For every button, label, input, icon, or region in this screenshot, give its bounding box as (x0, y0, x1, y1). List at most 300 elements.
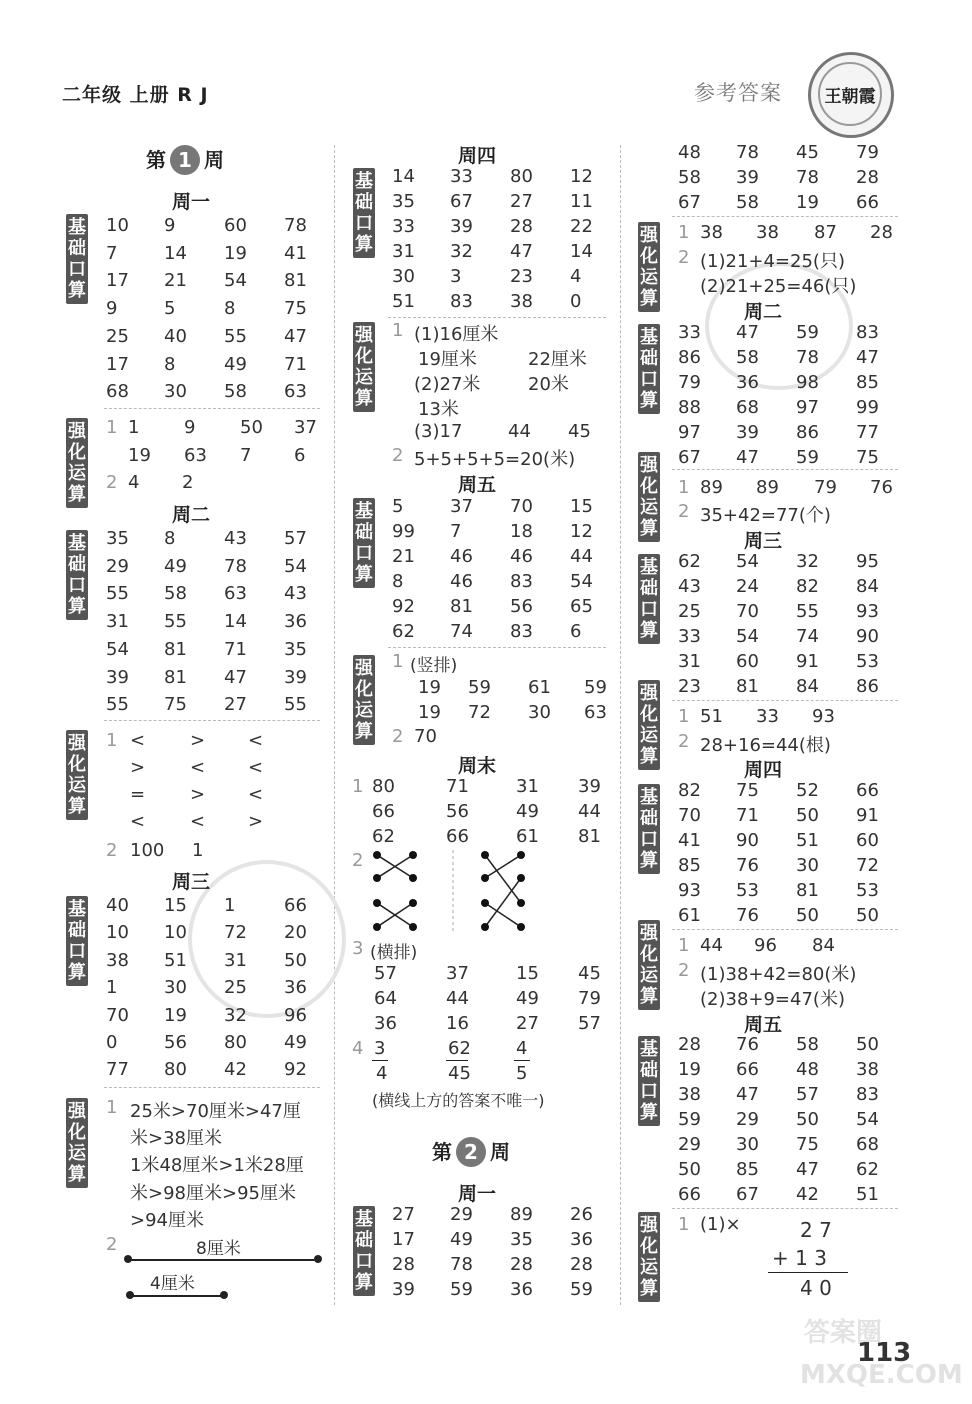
answer-cell: 39 (578, 776, 601, 797)
day-title-wed: 周三 (172, 871, 211, 893)
answer-cell: 80 (164, 1059, 187, 1081)
answer-cell: 27 (392, 1204, 415, 1225)
blank-line (372, 1060, 388, 1061)
answer-cell: 85 (736, 1159, 759, 1180)
answer-line: (3)17 (414, 421, 463, 442)
answer-cell: 70 (736, 601, 759, 622)
item-number: 1 (678, 477, 690, 498)
day-title-mon: 周一 (172, 191, 211, 213)
answer-cell: 59 (584, 677, 607, 698)
item-number: 1 (678, 1214, 690, 1235)
answer-cell: 75 (736, 780, 759, 801)
answer-cell: 96 (754, 935, 777, 956)
item-number: 1 (352, 776, 364, 797)
answer-cell: 32 (796, 551, 819, 572)
section-divider (104, 408, 320, 409)
fill-top: 62 (448, 1038, 471, 1059)
answer-line: (1)38+42=80(米) (700, 964, 857, 985)
answer-line: 1米48厘米>1米28厘 (130, 1155, 304, 1176)
answer-cell: 93 (678, 880, 701, 901)
answer-cell: 41 (678, 830, 701, 851)
answer-cell: 21 (392, 546, 415, 567)
answer-cell: 6 (294, 445, 306, 466)
day-title-tue: 周二 (744, 301, 783, 323)
tag-basic: 基础口算 (353, 498, 375, 588)
answer-cell: 52 (796, 780, 819, 801)
matching-diagram (365, 845, 545, 935)
week-prefix: 第 (146, 148, 166, 172)
answer-cell: 23 (678, 676, 701, 697)
answer-cell: 12 (570, 521, 593, 542)
answer-cell: 83 (510, 621, 533, 642)
segment-end-dot (220, 1291, 228, 1299)
grade-label: 二年级 上册 R J (62, 84, 209, 106)
answer-cell: 19 (418, 677, 441, 698)
answer-cell: 18 (510, 521, 533, 542)
tag-basic: 基础口算 (66, 214, 88, 304)
answer-cell: 39 (450, 216, 473, 237)
answer-cell: 19 (418, 702, 441, 723)
answer-cell: 77 (106, 1059, 129, 1081)
answer-cell: 45 (796, 142, 819, 163)
answer-cell: 39 (106, 666, 129, 688)
answer-cell: 97 (796, 397, 819, 418)
vertical-calc-rule (768, 1272, 848, 1273)
tag-strong: 强化运算 (638, 680, 660, 770)
tag-basic: 基础口算 (638, 1036, 660, 1126)
answer-line: 25米>70厘米>47厘 (130, 1101, 301, 1122)
tag-strong: 强化运算 (638, 1212, 660, 1302)
answer-cell: 17 (106, 353, 129, 375)
note: (横线上方的答案不唯一) (372, 1091, 545, 1110)
answer-line: (2)38+9=47(米) (700, 989, 845, 1010)
answer-cell: < (248, 757, 264, 778)
answer-cell: 33 (392, 216, 415, 237)
answer-cell: 1 (224, 895, 236, 916)
answer-line: (竖排) (410, 656, 458, 676)
answer-cell: 54 (856, 1109, 879, 1130)
day-title-fri: 周五 (744, 1014, 783, 1036)
answer-cell: 56 (510, 596, 533, 617)
answer-line: 28+16=44(根) (700, 735, 831, 756)
logo-text: 王朝霞 (818, 62, 882, 126)
answer-cell: 81 (736, 676, 759, 697)
answer-cell: 59 (678, 1109, 701, 1130)
day-title-fri: 周五 (458, 474, 497, 496)
answer-cell: 15 (516, 963, 539, 984)
section-divider (388, 317, 606, 318)
item-number: 4 (352, 1038, 364, 1059)
tag-basic: 基础口算 (638, 324, 660, 414)
answer-cell: 55 (284, 694, 307, 716)
answer-cell: 30 (164, 977, 187, 999)
answer-cell: 44 (446, 988, 469, 1009)
answer-cell: = (130, 784, 146, 805)
answer-cell: 68 (856, 1134, 879, 1155)
answer-cell: 30 (528, 702, 551, 723)
answer-cell: 45 (578, 963, 601, 984)
answer-line: (1)16厘米 (414, 324, 499, 345)
answer-cell: 59 (450, 1279, 473, 1300)
fill-bottom: 4 (376, 1063, 388, 1084)
section-divider (672, 216, 898, 217)
answer-cell: 83 (856, 1084, 879, 1105)
answer-cell: 58 (164, 583, 187, 605)
answer-cell: 57 (374, 963, 397, 984)
answer-cell: 32 (450, 241, 473, 262)
answer-cell: 57 (578, 1013, 601, 1034)
answer-cell: 89 (756, 477, 779, 498)
tag-strong: 强化运算 (66, 418, 88, 508)
segment-end-dot (124, 1255, 132, 1263)
answer-cell: 9 (106, 298, 118, 320)
item-number: 1 (678, 935, 690, 956)
answer-cell: 75 (796, 1134, 819, 1155)
answer-cell: 59 (570, 1279, 593, 1300)
answers-label: 参考答案 (694, 81, 782, 105)
answer-cell: 55 (224, 325, 247, 347)
answer-cell: 78 (284, 215, 307, 236)
answer-cell: 86 (678, 347, 701, 368)
answer-cell: 63 (224, 583, 247, 605)
answer-cell: 58 (736, 192, 759, 213)
answer-cell: 58 (736, 347, 759, 368)
answer-cell: 24 (736, 576, 759, 597)
answer-cell: 77 (856, 422, 879, 443)
answer-cell: 47 (736, 1084, 759, 1105)
answer-cell: 81 (578, 826, 601, 847)
answer-cell: 93 (856, 601, 879, 622)
answer-cell: 38 (106, 949, 129, 971)
answer-cell: 58 (796, 1034, 819, 1055)
fill-top: 3 (374, 1038, 386, 1059)
answer-cell: 54 (736, 551, 759, 572)
tag-strong: 强化运算 (353, 322, 375, 412)
answer-cell: 70 (106, 1004, 129, 1026)
answer-cell: 96 (284, 1004, 307, 1026)
answer-cell: 0 (570, 291, 582, 312)
answer-cell: 55 (106, 694, 129, 716)
day-title-thu: 周四 (744, 759, 783, 781)
item-number: 1 (678, 706, 690, 727)
answer-cell: 66 (678, 1184, 701, 1205)
faint-stamp (188, 860, 346, 1018)
answer-cell: 97 (678, 422, 701, 443)
tag-strong: 强化运算 (638, 452, 660, 542)
answer-cell: 51 (392, 291, 415, 312)
answer-line: 20米 (528, 374, 569, 395)
answer-cell: 14 (570, 241, 593, 262)
answer-cell: 11 (570, 191, 593, 212)
answer-cell: 89 (700, 477, 723, 498)
week-suffix: 周 (490, 1140, 510, 1164)
answer-line: (横排) (370, 943, 418, 963)
answer-line: (1)× (700, 1214, 741, 1235)
segment-label-4cm: 4厘米 (150, 1274, 195, 1294)
answer-line: (2)21+25=46(只) (700, 276, 857, 297)
answer-cell: 61 (516, 826, 539, 847)
answer-cell: 53 (736, 880, 759, 901)
answer-cell: 74 (796, 626, 819, 647)
answer-cell: 1 (128, 417, 140, 438)
section-divider (104, 720, 320, 721)
answer-cell: > (190, 730, 206, 751)
answer-cell: 50 (856, 1034, 879, 1055)
answer-cell: 44 (570, 546, 593, 567)
item-number: 2 (106, 840, 118, 861)
answer-cell: 33 (756, 706, 779, 727)
answer-cell: 53 (856, 651, 879, 672)
answer-cell: 19 (224, 242, 247, 264)
answer-cell: 33 (678, 322, 701, 343)
answer-cell: 49 (164, 555, 187, 577)
answer-cell: 5 (164, 298, 176, 320)
item-number: 2 (678, 247, 690, 268)
answer-cell: 33 (678, 626, 701, 647)
answer-cell: 8 (164, 353, 176, 375)
answer-cell: 28 (510, 1254, 533, 1275)
answer-line: 22厘米 (528, 349, 587, 370)
answer-cell: 7 (450, 521, 462, 542)
answer-cell: 12 (570, 166, 593, 187)
answer-cell: 79 (814, 477, 837, 498)
item-number: 2 (106, 1234, 118, 1255)
section-divider (672, 469, 898, 470)
answer-cell: 47 (224, 666, 247, 688)
item-number: 2 (392, 726, 404, 747)
answer-cell: 79 (678, 372, 701, 393)
answer-cell: 19 (796, 192, 819, 213)
answer-cell: 54 (106, 638, 129, 660)
item-number: 3 (352, 938, 364, 959)
answer-cell: 66 (856, 192, 879, 213)
week-number: 2 (456, 1137, 486, 1167)
answer-cell: 55 (796, 601, 819, 622)
tag-basic: 基础口算 (353, 1206, 375, 1296)
answer-cell: 2 (182, 472, 194, 493)
answer-cell: 79 (578, 988, 601, 1009)
answer-cell: 88 (678, 397, 701, 418)
item-number: 2 (106, 472, 118, 493)
answer-cell: < (248, 784, 264, 805)
answer-cell: > (190, 784, 206, 805)
day-title-mon-w2: 周一 (458, 1183, 497, 1205)
answer-cell: 78 (224, 555, 247, 577)
answer-line: 35+42=77(个) (700, 505, 831, 526)
answer-cell: 68 (106, 381, 129, 403)
answer-cell: 63 (184, 445, 207, 466)
answer-line: 44 (508, 421, 531, 442)
answer-cell: < (190, 757, 206, 778)
answer-cell: 81 (284, 270, 307, 292)
answer-cell: 4 (128, 472, 140, 493)
answer-cell: 16 (446, 1013, 469, 1034)
answer-cell: 40 (164, 325, 187, 347)
answer-cell: 67 (678, 192, 701, 213)
answer-cell: 31 (106, 611, 129, 633)
answer-cell: 51 (856, 1184, 879, 1205)
answer-cell: 50 (284, 949, 307, 971)
column-divider-1 (334, 145, 335, 1305)
answer-cell: 25 (224, 977, 247, 999)
answer-cell: 89 (510, 1204, 533, 1225)
segment-4cm (130, 1295, 224, 1297)
answer-cell: 61 (528, 677, 551, 698)
answer-cell: 95 (856, 551, 879, 572)
answer-cell: 49 (450, 1229, 473, 1250)
segment-label-8cm: 8厘米 (196, 1239, 241, 1259)
answer-cell: 39 (736, 167, 759, 188)
section-divider (104, 1087, 320, 1088)
answer-cell: 15 (164, 895, 187, 916)
answer-cell: 67 (678, 447, 701, 468)
answer-cell: 66 (284, 895, 307, 916)
item-number: 2 (678, 501, 690, 522)
answer-cell: 76 (870, 477, 893, 498)
answer-cell: 9 (184, 417, 196, 438)
answer-cell: 8 (164, 528, 176, 549)
answer-cell: < (130, 811, 146, 832)
day-title-weekend: 周末 (458, 755, 497, 777)
answer-cell: 7 (106, 242, 118, 264)
answer-cell: 30 (392, 266, 415, 287)
answer-cell: 43 (284, 583, 307, 605)
answer-cell: 50 (796, 1109, 819, 1130)
answer-cell: 50 (796, 805, 819, 826)
answer-cell: 85 (678, 855, 701, 876)
section-divider (672, 929, 898, 930)
answer-cell: 5 (392, 496, 404, 517)
answer-cell: 70 (510, 496, 533, 517)
answer-cell: 76 (736, 855, 759, 876)
tag-basic: 基础口算 (353, 168, 375, 258)
answer-cell: 38 (856, 1059, 879, 1080)
answer-cell: 83 (450, 291, 473, 312)
answer-cell: 8 (224, 298, 236, 320)
tag-basic: 基础口算 (638, 784, 660, 874)
answer-cell: > (248, 811, 264, 832)
fill-top: 4 (516, 1038, 528, 1059)
answer-cell: 91 (856, 805, 879, 826)
answer-cell: 15 (570, 496, 593, 517)
tag-strong: 强化运算 (638, 920, 660, 1010)
answer-cell: < (190, 811, 206, 832)
day-title-tue: 周二 (172, 504, 211, 526)
answer-cell: 33 (450, 166, 473, 187)
answer-cell: 25 (678, 601, 701, 622)
answer-cell: 75 (164, 694, 187, 716)
watermark: MXQE.COM (800, 1360, 963, 1390)
answer-cell: < (130, 730, 146, 751)
answer-cell: 58 (678, 167, 701, 188)
answer-cell: 41 (284, 242, 307, 264)
answer-cell: 80 (224, 1032, 247, 1053)
answer-cell: 7 (240, 445, 252, 466)
answer-cell: 72 (856, 855, 879, 876)
answer-cell: 51 (796, 830, 819, 851)
answer-cell: 1 (106, 977, 118, 999)
answer-cell: 4 (570, 266, 582, 287)
answer-cell: 64 (374, 988, 397, 1009)
answer-cell: 55 (106, 583, 129, 605)
answer-cell: 71 (446, 776, 469, 797)
answer-cell: 93 (812, 706, 835, 727)
item-number: 2 (678, 731, 690, 752)
tag-strong: 强化运算 (353, 655, 375, 745)
answer-cell: 44 (578, 801, 601, 822)
answer-cell: 92 (284, 1059, 307, 1081)
blank-line (446, 1060, 468, 1061)
answer-cell: 54 (736, 626, 759, 647)
answer-cell: 62 (678, 551, 701, 572)
answer-line: 45 (568, 421, 591, 442)
answer-cell: 90 (856, 626, 879, 647)
vertical-calc-line-3: 4 0 (800, 1276, 832, 1300)
answer-cell: 100 (130, 840, 165, 861)
answer-cell: 8 (392, 571, 404, 592)
answer-line: (1)21+4=25(只) (700, 251, 845, 272)
answer-cell: 6 (570, 621, 582, 642)
answer-cell: 35 (284, 638, 307, 660)
item-number: 2 (392, 445, 404, 466)
answer-cell: 67 (736, 1184, 759, 1205)
column-divider-2 (620, 145, 621, 1305)
answer-cell: 31 (392, 241, 415, 262)
week-suffix: 周 (204, 148, 224, 172)
answer-cell: 49 (516, 801, 539, 822)
answer-cell: 66 (372, 801, 395, 822)
answer-cell: 59 (468, 677, 491, 698)
answer-cell: > (130, 757, 146, 778)
answer-cell: 36 (510, 1279, 533, 1300)
answer-cell: 83 (856, 322, 879, 343)
answer-cell: 36 (284, 977, 307, 999)
answer-cell: 30 (164, 381, 187, 403)
answer-cell: 9 (164, 215, 176, 236)
answer-cell: 78 (450, 1254, 473, 1275)
answer-cell: 21 (164, 270, 187, 292)
answer-cell: 61 (678, 905, 701, 926)
tag-strong: 强化运算 (638, 222, 660, 312)
item-number: 2 (352, 850, 364, 871)
answer-cell: 10 (164, 922, 187, 944)
answer-cell: 65 (570, 596, 593, 617)
answer-cell: 28 (856, 167, 879, 188)
answer-cell: 28 (678, 1034, 701, 1055)
answer-cell: 47 (856, 347, 879, 368)
item-number: 1 (678, 222, 690, 243)
answer-line: 19厘米 (418, 349, 477, 370)
answer-cell: 38 (510, 291, 533, 312)
answer-cell: 29 (450, 1204, 473, 1225)
answer-cell: 35 (106, 528, 129, 549)
answer-cell: 62 (856, 1159, 879, 1180)
answer-cell: 47 (510, 241, 533, 262)
answer-cell: 54 (284, 555, 307, 577)
answer-cell: 78 (796, 347, 819, 368)
answer-cell: 43 (224, 528, 247, 549)
answer-cell: 60 (736, 651, 759, 672)
answer-cell: 57 (796, 1084, 819, 1105)
answer-cell: 10 (106, 215, 129, 236)
answer-cell: 48 (796, 1059, 819, 1080)
answer-cell: 17 (106, 270, 129, 292)
answer-cell: 30 (736, 1134, 759, 1155)
answer-line: 米>98厘米>95厘米 (130, 1183, 296, 1204)
answer-cell: 31 (678, 651, 701, 672)
answer-cell: 87 (814, 222, 837, 243)
fill-bottom: 5 (516, 1063, 528, 1084)
